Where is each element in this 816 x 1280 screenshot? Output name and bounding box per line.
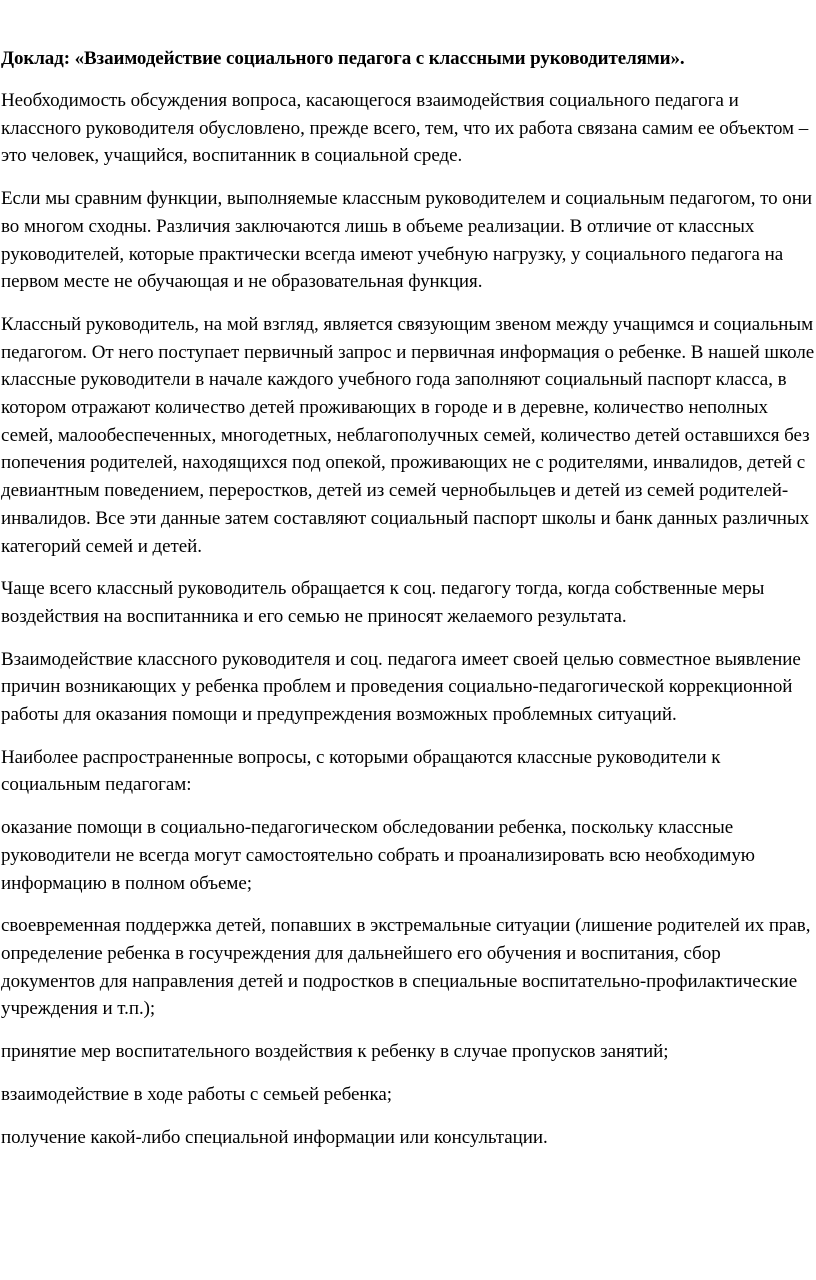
paragraph-common-questions: Наиболее распространенные вопросы, с которыми обращаются классные руководители к социальным педагогам: bbox=[1, 746, 721, 796]
list-item-family-work: взаимодействие в ходе работы с семьей ребенка; bbox=[1, 1083, 392, 1105]
list-item-assistance: оказание помощи в социально-педагогическом обследовании ребенка, поскольку классные руководители не всегда могут самостоятельно собрать и проанализировать всю необходимую информацию в полном объеме; bbox=[1, 817, 755, 894]
paragraph-class-teacher-link: Классный руководитель, на мой взгляд, является связующим звеном между учащимся и социальным педагогом. От него поступает первичный запрос и первичная информация о ребенке. В нашей школе классные руководители в начале каждого учебного года заполняют социальный паспорт класса, в котором отражают количество детей проживающих в городе и в деревне, количество неполных семей, малообеспеченных, многодетных, неблагополучных семей, количество детей оставшихся без попечения родителей, находящихся под опекой, проживающих не с родителями, инвалидов, детей с девиантным поведением, переростков, детей из семей чернобыльцев и детей из семей родителей-инвалидов. Все эти данные затем составляют социальный паспорт школы и банк данных различных категорий семей и детей. bbox=[1, 313, 815, 557]
document-title: Доклад: «Взаимодействие социального педагога с классными руководителями». bbox=[1, 48, 685, 69]
list-item-measures: принятие мер воспитательного воздействия к ребенку в случае пропусков занятий; bbox=[1, 1041, 669, 1063]
paragraph-interaction-goal: Взаимодействие классного руководителя и соц. педагога имеет своей целью совместное выявление причин возникающих у ребенка проблем и проведения социально-педагогической коррекционной работы для оказания помощи и предупреждения возможных проблемных ситуаций. bbox=[1, 648, 801, 726]
paragraph-functions-comparison: Если мы сравним функции, выполняемые классным руководителем и социальным педагогом, то они во многом сходны. Различия заключаются лишь в объеме реализации. В отличие от классных руководителей, которые практически всегда имеют учебную нагрузку, у социального педагога на первом месте не обучающая и не образовательная функция. bbox=[1, 188, 812, 293]
list-item-information: получение какой-либо специальной информации или консультации. bbox=[1, 1126, 548, 1148]
list-item-support: своевременная поддержка детей, попавших в экстремальные ситуации (лишение родителей их прав, определение ребенка в госучреждения для дальнейшего его обучения и воспитания, сбор документов для направления детей и подростков в специальные воспитательно-профилактические учреждения и т.п.); bbox=[1, 915, 811, 1020]
paragraph-necessity: Необходимость обсуждения вопроса, касающегося взаимодействия социального педагога и классного руководителя обусловлено, прежде всего, тем, что их работа связана самим ее объектом – это человек, учащийся, воспитанник в социальной среде. bbox=[1, 90, 809, 167]
paragraph-when-appeal: Чаще всего классный руководитель обращается к соц. педагогу тогда, когда собственные меры воздействия на воспитанника и его семью не приносят желаемого результата. bbox=[1, 578, 765, 627]
